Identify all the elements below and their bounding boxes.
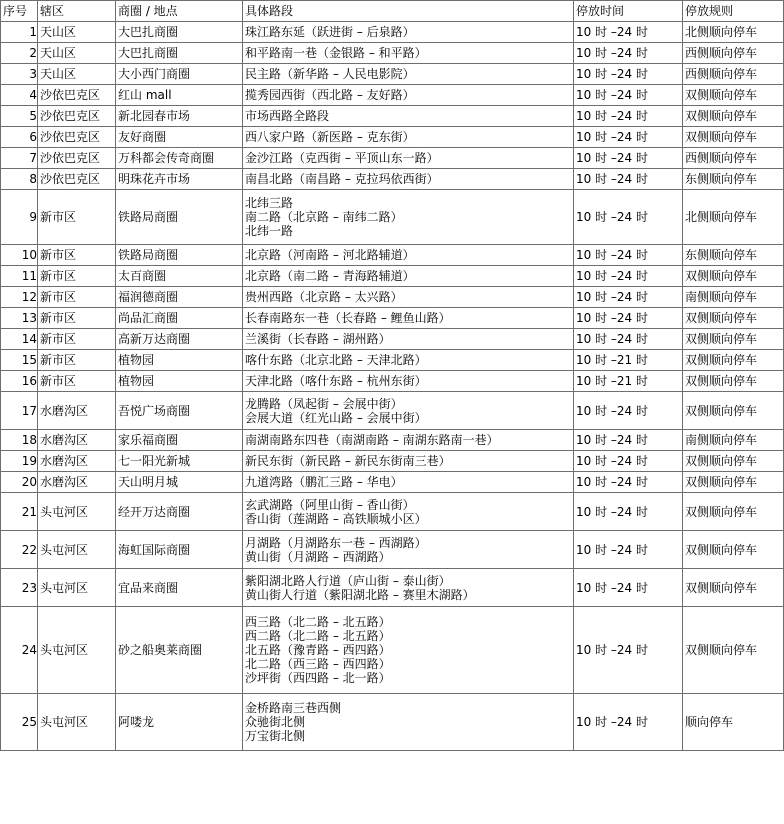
time-cell: 10 时 –24 时 <box>574 287 683 308</box>
row-index-cell: 25 <box>1 694 38 751</box>
place-cell: 天山明月城 <box>116 472 243 493</box>
row-index-cell: 24 <box>1 607 38 694</box>
row-index-cell: 19 <box>1 451 38 472</box>
segment-line: 北二路（西三路 – 西四路） <box>245 657 391 671</box>
segment-line: 北京路（河南路 – 河北路辅道） <box>245 248 415 262</box>
district-cell: 头屯河区 <box>38 493 116 531</box>
rule-cell: 双侧顺向停车 <box>683 266 784 287</box>
rule-cell: 东侧顺向停车 <box>683 169 784 190</box>
time-cell: 10 时 –24 时 <box>574 430 683 451</box>
time-cell: 10 时 –24 时 <box>574 694 683 751</box>
segment-cell <box>243 392 574 430</box>
place-cell: 尚品汇商圈 <box>116 308 243 329</box>
table-row <box>1 22 784 43</box>
segment-cell <box>243 127 574 148</box>
segment-line: 珠江路东延（跃进街 – 后泉路） <box>245 25 415 39</box>
segment-line: 新民东街（新民路 – 新民东街南三巷） <box>245 454 451 468</box>
row-index-cell: 15 <box>1 350 38 371</box>
segment-cell <box>243 190 574 245</box>
time-cell: 10 时 –24 时 <box>574 392 683 430</box>
district-cell: 水磨沟区 <box>38 451 116 472</box>
district-cell: 天山区 <box>38 43 116 64</box>
time-cell: 10 时 –24 时 <box>574 607 683 694</box>
segment-line: 兰溪街（长春路 – 湖州路） <box>245 332 391 346</box>
rule-cell: 双侧顺向停车 <box>683 392 784 430</box>
table-row <box>1 531 784 569</box>
header-rule: 停放规则 <box>683 1 784 22</box>
segment-cell <box>243 308 574 329</box>
time-cell: 10 时 –24 时 <box>574 169 683 190</box>
time-cell: 10 时 –24 时 <box>574 308 683 329</box>
district-cell: 新市区 <box>38 371 116 392</box>
district-cell: 沙依巴克区 <box>38 169 116 190</box>
segment-line: 紫阳湖北路人行道（庐山街 – 泰山街） <box>245 573 451 588</box>
district-cell: 头屯河区 <box>38 607 116 694</box>
rule-cell: 西侧顺向停车 <box>683 43 784 64</box>
rule-cell: 双侧顺向停车 <box>683 371 784 392</box>
segment-line: 民主路（新华路 – 人民电影院） <box>245 67 415 81</box>
table-row <box>1 266 784 287</box>
table-row <box>1 472 784 493</box>
rule-cell: 南侧顺向停车 <box>683 430 784 451</box>
district-cell: 水磨沟区 <box>38 430 116 451</box>
time-cell: 10 时 –21 时 <box>574 371 683 392</box>
rule-cell: 顺向停车 <box>683 694 784 751</box>
segment-line: 南二路（北京路 – 南纬二路） <box>245 210 403 224</box>
table-row <box>1 451 784 472</box>
time-cell: 10 时 –24 时 <box>574 245 683 266</box>
table-row <box>1 329 784 350</box>
table-row <box>1 148 784 169</box>
row-index-cell: 17 <box>1 392 38 430</box>
segment-cell <box>243 64 574 85</box>
segment-cell <box>243 350 574 371</box>
segment-cell <box>243 493 574 531</box>
district-cell: 新市区 <box>38 329 116 350</box>
segment-line: 北京路（南二路 – 青海路辅道） <box>245 269 415 283</box>
table-row <box>1 43 784 64</box>
segment-line: 北五路（豫青路 – 西四路） <box>245 643 391 657</box>
rule-cell: 双侧顺向停车 <box>683 472 784 493</box>
segment-cell <box>243 430 574 451</box>
district-cell: 新市区 <box>38 266 116 287</box>
district-cell: 新市区 <box>38 190 116 245</box>
district-cell: 新市区 <box>38 245 116 266</box>
segment-cell <box>243 148 574 169</box>
time-cell: 10 时 –24 时 <box>574 472 683 493</box>
header-segment: 具体路段 <box>243 1 574 22</box>
time-cell: 10 时 –24 时 <box>574 329 683 350</box>
row-index-cell: 11 <box>1 266 38 287</box>
segment-line: 香山街（莲湖路 – 高铁顺城小区） <box>245 511 427 526</box>
place-cell: 七一阳光新城 <box>116 451 243 472</box>
rule-cell: 北侧顺向停车 <box>683 22 784 43</box>
row-index-cell: 9 <box>1 190 38 245</box>
table-row <box>1 694 784 751</box>
place-cell: 大巴扎商圈 <box>116 22 243 43</box>
segment-line: 众驰街北侧 <box>245 715 306 729</box>
row-index-cell: 12 <box>1 287 38 308</box>
rule-cell: 南侧顺向停车 <box>683 287 784 308</box>
place-cell: 友好商圈 <box>116 127 243 148</box>
row-index-cell: 5 <box>1 106 38 127</box>
segment-line: 金桥路南三巷西侧 <box>245 701 342 715</box>
segment-line: 市场西路全路段 <box>245 109 330 123</box>
segment-cell <box>243 329 574 350</box>
table-row <box>1 245 784 266</box>
segment-line: 北纬三路 <box>245 196 294 210</box>
row-index-cell: 1 <box>1 22 38 43</box>
segment-line: 喀什东路（北京北路 – 天津北路） <box>245 353 427 367</box>
segment-cell <box>243 287 574 308</box>
segment-cell <box>243 266 574 287</box>
place-cell: 明珠花卉市场 <box>116 169 243 190</box>
row-index-cell: 21 <box>1 493 38 531</box>
rule-cell: 西侧顺向停车 <box>683 148 784 169</box>
segment-cell <box>243 694 574 751</box>
place-cell: 红山 mall <box>116 85 243 106</box>
time-cell: 10 时 –21 时 <box>574 350 683 371</box>
header-district: 辖区 <box>38 1 116 22</box>
segment-line: 北纬一路 <box>245 224 294 238</box>
segment-cell <box>243 106 574 127</box>
segment-line: 九道湾路（鹏汇三路 – 华电） <box>245 475 403 489</box>
segment-line: 和平路南一巷（金银路 – 和平路） <box>245 46 427 60</box>
table-row <box>1 430 784 451</box>
table-row <box>1 287 784 308</box>
segment-line: 西二路（北二路 – 北五路） <box>245 629 391 643</box>
district-cell: 天山区 <box>38 22 116 43</box>
row-index-cell: 6 <box>1 127 38 148</box>
segment-cell <box>243 22 574 43</box>
row-index-cell: 7 <box>1 148 38 169</box>
header-row <box>1 1 784 22</box>
district-cell: 天山区 <box>38 64 116 85</box>
segment-cell <box>243 85 574 106</box>
row-index-cell: 3 <box>1 64 38 85</box>
district-cell: 沙依巴克区 <box>38 127 116 148</box>
place-cell: 宜品来商圈 <box>116 569 243 607</box>
time-cell: 10 时 –24 时 <box>574 531 683 569</box>
row-index-cell: 4 <box>1 85 38 106</box>
place-cell: 海虹国际商圈 <box>116 531 243 569</box>
time-cell: 10 时 –24 时 <box>574 451 683 472</box>
row-index-cell: 16 <box>1 371 38 392</box>
place-cell: 植物园 <box>116 371 243 392</box>
district-cell: 头屯河区 <box>38 569 116 607</box>
segment-line: 黄山街（月湖路 – 西湖路） <box>245 549 391 564</box>
segment-cell <box>243 371 574 392</box>
rule-cell: 双侧顺向停车 <box>683 569 784 607</box>
district-cell: 头屯河区 <box>38 531 116 569</box>
segment-line: 长春南路东一巷（长春路 – 鲤鱼山路） <box>245 311 451 325</box>
row-index-cell: 23 <box>1 569 38 607</box>
place-cell: 家乐福商圈 <box>116 430 243 451</box>
header-place: 商圈 / 地点 <box>116 1 243 22</box>
district-cell: 水磨沟区 <box>38 392 116 430</box>
place-cell: 大巴扎商圈 <box>116 43 243 64</box>
place-cell: 新北园春市场 <box>116 106 243 127</box>
table-row <box>1 493 784 531</box>
segment-line: 西三路（北二路 – 北五路） <box>245 615 391 629</box>
segment-cell <box>243 531 574 569</box>
row-index-cell: 14 <box>1 329 38 350</box>
table-row <box>1 169 784 190</box>
time-cell: 10 时 –24 时 <box>574 106 683 127</box>
row-index-cell: 13 <box>1 308 38 329</box>
place-cell: 经开万达商圈 <box>116 493 243 531</box>
table-row <box>1 64 784 85</box>
district-cell: 沙依巴克区 <box>38 148 116 169</box>
place-cell: 太百商圈 <box>116 266 243 287</box>
table-row <box>1 190 784 245</box>
rule-cell: 双侧顺向停车 <box>683 350 784 371</box>
rule-cell: 双侧顺向停车 <box>683 531 784 569</box>
segment-cell <box>243 569 574 607</box>
table-row <box>1 350 784 371</box>
rule-cell: 北侧顺向停车 <box>683 190 784 245</box>
row-index-cell: 10 <box>1 245 38 266</box>
segment-line: 南昌北路（南昌路 – 克拉玛依西街） <box>245 172 439 186</box>
segment-line: 南湖南路东四巷（南湖南路 – 南湖东路南一巷） <box>245 433 499 447</box>
row-index-cell: 20 <box>1 472 38 493</box>
segment-line: 会展大道（红光山路 – 会展中街） <box>245 410 427 425</box>
segment-line: 贵州西路（北京路 – 太兴路） <box>245 290 403 304</box>
time-cell: 10 时 –24 时 <box>574 127 683 148</box>
place-cell: 吾悦广场商圈 <box>116 392 243 430</box>
rule-cell: 双侧顺向停车 <box>683 85 784 106</box>
segment-line: 天津北路（喀什东路 – 杭州东街） <box>245 374 427 388</box>
table-row <box>1 569 784 607</box>
segment-line: 西八家户路（新医路 – 克东街） <box>245 130 415 144</box>
place-cell: 砂之船奥莱商圈 <box>116 607 243 694</box>
header-time: 停放时间 <box>574 1 683 22</box>
segment-line: 龙腾路（凤起街 – 会展中街） <box>245 396 403 411</box>
rule-cell: 双侧顺向停车 <box>683 106 784 127</box>
row-index-cell: 8 <box>1 169 38 190</box>
table-row <box>1 85 784 106</box>
time-cell: 10 时 –24 时 <box>574 190 683 245</box>
time-cell: 10 时 –24 时 <box>574 85 683 106</box>
place-cell: 高新万达商圈 <box>116 329 243 350</box>
rule-cell: 双侧顺向停车 <box>683 329 784 350</box>
header-index: 序号 <box>1 1 38 22</box>
time-cell: 10 时 –24 时 <box>574 22 683 43</box>
district-cell: 头屯河区 <box>38 694 116 751</box>
rule-cell: 双侧顺向停车 <box>683 308 784 329</box>
segment-line: 玄武湖路（阿里山街 – 香山街） <box>245 497 415 512</box>
district-cell: 新市区 <box>38 287 116 308</box>
place-cell: 阿喽龙 <box>116 694 243 751</box>
time-cell: 10 时 –24 时 <box>574 148 683 169</box>
segment-line: 沙坪街（西四路 – 北一路） <box>245 671 391 685</box>
time-cell: 10 时 –24 时 <box>574 43 683 64</box>
row-index-cell: 22 <box>1 531 38 569</box>
district-cell: 水磨沟区 <box>38 472 116 493</box>
segment-cell <box>243 451 574 472</box>
time-cell: 10 时 –24 时 <box>574 266 683 287</box>
segment-line: 月湖路（月湖路东一巷 – 西湖路） <box>245 535 427 550</box>
rule-cell: 双侧顺向停车 <box>683 607 784 694</box>
table-row <box>1 371 784 392</box>
place-cell: 铁路局商圈 <box>116 245 243 266</box>
district-cell: 沙依巴克区 <box>38 85 116 106</box>
rule-cell: 西侧顺向停车 <box>683 64 784 85</box>
time-cell: 10 时 –24 时 <box>574 493 683 531</box>
district-cell: 新市区 <box>38 350 116 371</box>
rule-cell: 双侧顺向停车 <box>683 493 784 531</box>
rule-cell: 双侧顺向停车 <box>683 451 784 472</box>
segment-line: 黄山街人行道（紫阳湖北路 – 赛里木湖路） <box>245 587 475 602</box>
place-cell: 大小西门商圈 <box>116 64 243 85</box>
table-row <box>1 106 784 127</box>
segment-line: 万宝街北侧 <box>245 729 306 743</box>
district-cell: 沙依巴克区 <box>38 106 116 127</box>
rule-cell: 东侧顺向停车 <box>683 245 784 266</box>
row-index-cell: 2 <box>1 43 38 64</box>
time-cell: 10 时 –24 时 <box>574 64 683 85</box>
segment-cell <box>243 245 574 266</box>
place-cell: 福润德商圈 <box>116 287 243 308</box>
table-row <box>1 392 784 430</box>
segment-line: 揽秀园西街（西北路 – 友好路） <box>245 88 415 102</box>
row-index-cell: 18 <box>1 430 38 451</box>
segment-cell <box>243 169 574 190</box>
table-row <box>1 607 784 694</box>
time-cell: 10 时 –24 时 <box>574 569 683 607</box>
segment-cell <box>243 607 574 694</box>
place-cell: 植物园 <box>116 350 243 371</box>
segment-cell <box>243 43 574 64</box>
place-cell: 铁路局商圈 <box>116 190 243 245</box>
district-cell: 新市区 <box>38 308 116 329</box>
table-row <box>1 308 784 329</box>
place-cell: 万科都会传奇商圈 <box>116 148 243 169</box>
segment-cell <box>243 472 574 493</box>
table-row <box>1 127 784 148</box>
rule-cell: 双侧顺向停车 <box>683 127 784 148</box>
segment-line: 金沙江路（克西街 – 平顶山东一路） <box>245 151 439 165</box>
table-body <box>1 22 784 751</box>
